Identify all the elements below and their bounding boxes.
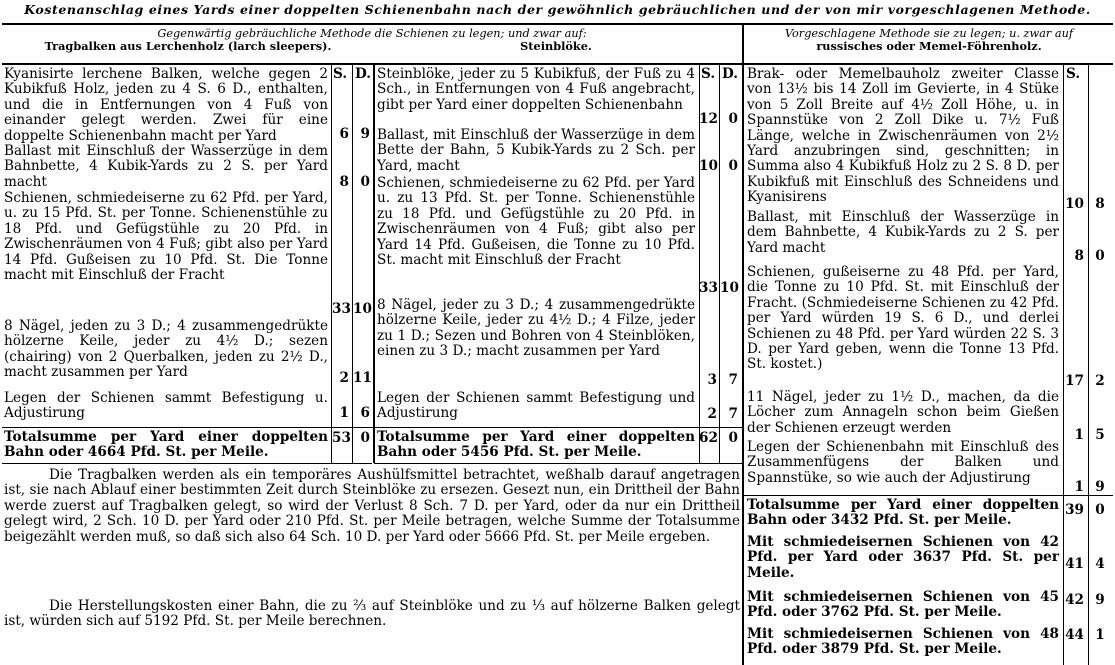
col1-total-d: 0: [360, 430, 370, 446]
col3-s-value: 10: [1065, 196, 1084, 212]
col1-s-value: 2: [339, 370, 349, 386]
col2-total-s: 62: [699, 430, 718, 446]
col3-d-value: 0: [1095, 248, 1105, 264]
col3-total-d: 9: [1095, 592, 1105, 608]
unit-col1-d: D.: [355, 66, 372, 82]
col1-d-value: 11: [353, 370, 372, 386]
col3-total: Mit schmiedeisernen Schienen von 42 Pfd. per Yard oder 3637 Pfd. St. per Meile.: [747, 534, 1059, 581]
col2-item: Steinblöke, jeder zu 5 Kubikfuß, der Fuß zu 4 Sch., in Entfernungen von 4 Fuß angebracht, gibt per Yard einer doppelten Schienenbahn: [377, 66, 695, 113]
header-col1-title: Tragbalken aus Lerchenholz (larch sleepers).: [44, 39, 332, 53]
col3-total-d: 1: [1095, 627, 1105, 643]
document-title: Kostenanschlag eines Yards einer doppelten Schienenbahn nach der gewöhnlich gebräuchlichen und der von mir vorgeschlagenen Methode.: [24, 2, 1091, 17]
col1-s-value: 1: [339, 405, 349, 421]
col1-s-value: 8: [339, 174, 349, 190]
col3-d-value: 9: [1095, 479, 1105, 495]
col2-d-value: 10: [720, 280, 739, 296]
col1-total-s: 53: [332, 430, 351, 446]
col2-d-value: 0: [728, 111, 738, 127]
note-paragraph: Die Tragbalken werden als ein temporäres Aushülfsmittel betrachtet, weßhalb darauf angetragen ist, sie nach Ablauf einer bestimmten Zeit durch Steinblöke zu ersezen. Gesezt nun, ein Drittheil der Bahn werde zuerst auf Tragbalken gelegt, so wird der Verlust 8 Sch. 7 D. per Yard, oder da nur ein Drittheil gelegt wird, 2 Sch. 10 D. per Yard oder 210 Pfd. St. per Meile betragen, welche Summe der Totalsumme beigezählt werden muß, so daß sich also 64 Sch. 10 D. per Yard oder 5666 Pfd. St. per Meile ergeben.: [4, 467, 740, 545]
col3-item: Legen der Schienenbahn mit Einschluß des Zusammenfügens der Balken und Spannstüke, so wie auch der Adjustirung: [747, 439, 1059, 486]
col2-d-value: 7: [728, 406, 738, 422]
col2-item: Legen der Schienen sammt Befestigung und Adjustirung: [377, 390, 695, 422]
col3-total-s: 41: [1065, 556, 1084, 572]
col3-s-value: 1: [1074, 427, 1084, 443]
col1-item: 8 Nägel, jeden zu 3 D.; 4 zusammengedrükte hölzerne Keile, jeder zu 4½ D.; sezen (chairing) von 2 Querbalken, jeden zu 2½ D., macht zusammen per Yard: [4, 318, 328, 381]
col2-s-value: 2: [707, 406, 717, 422]
col3-d-value: 2: [1095, 373, 1105, 389]
col2-s-value: 12: [699, 111, 718, 127]
col3-total-s: 39: [1065, 502, 1084, 518]
unit-col2-s: S.: [701, 66, 716, 82]
rule-col2-bottom: [374, 463, 742, 464]
col3-item: 11 Nägel, jeder zu 1½ D., machen, da die Löcher zum Annageln schon beim Gießen der Schienen erzeugt werden: [747, 389, 1059, 436]
col3-total-s: 44: [1065, 627, 1084, 643]
col1-s-value: 33: [332, 301, 351, 317]
header-left: [4, 27, 740, 53]
unit-col3-s: S.: [1066, 66, 1081, 82]
col3-d-value: 5: [1095, 427, 1105, 443]
col3-item: Schienen, gußeiserne zu 48 Pfd. per Yard, die Tonne zu 10 Pfd. St. mit Einschluß der Fracht. (Schmiedeiserne Schienen zu 42 Pfd. per Yard würden 19 S. 6 D., und derlei Schienen zu 48 Pfd. per Yard würden 22 S. 3 D. per Yard geben, wenn die Tonne 13 Pfd. St. kostet.): [747, 264, 1059, 373]
col1-item: Legen der Schienen sammt Befestigung u. Adjustirung: [4, 390, 328, 422]
rule-col3-total: [744, 495, 1113, 496]
note-paragraph: Die Herstellungskosten einer Bahn, die zu ⅔ auf Steinblöke und zu ⅓ auf hölzerne Balken gelegt ist, würden sich auf 5192 Pfd. St. per Meile berechnen.: [4, 598, 740, 630]
col2-s-value: 10: [699, 158, 718, 174]
header-col3-subtitle: Vorgeschlagene Methode sie zu legen; u. zwar auf: [784, 27, 1074, 40]
col3-s-value: 17: [1065, 373, 1084, 389]
unit-col1-s: S.: [333, 66, 348, 82]
rule-title: [2, 23, 1113, 25]
col2-item: Schienen, schmiedeiserne zu 62 Pfd. per Yard u. zu 13 Pfd. St. per Tonne. Schienenstühle zu 18 Pfd. und Gefügstühle zu 20 Pfd. in Zwischenräumen von 4 Fuß; gibt also per Yard 14 Pfd. Gußeisen, die Tonne zu 10 Pfd. St. macht mit Einschluß der Fracht: [377, 175, 695, 269]
col3-total-d: 0: [1095, 502, 1105, 518]
col2-s-value: 3: [707, 372, 717, 388]
col3-total: Totalsumme per Yard einer doppelten Bahn oder 3432 Pfd. St. per Meile.: [747, 497, 1059, 529]
col3-item: Ballast, mit Einschluß der Wasserzüge in dem Bahnbette, 4 Kubik-Yards zu 2 S. per Yard macht: [747, 209, 1059, 256]
col1-d-value: 9: [360, 126, 370, 142]
header-col2-title: Steinblöke.: [520, 39, 592, 53]
col2-item: Ballast, mit Einschluß der Wasserzüge in dem Bette der Bahn, 5 Kubik-Yards zu 2 Sch. per Yard, macht: [377, 127, 695, 174]
col1-d-value: 0: [360, 174, 370, 190]
rule-v-col3-d: [1088, 65, 1089, 665]
col3-total-s: 42: [1065, 592, 1084, 608]
col2-d-value: 0: [728, 158, 738, 174]
col3-s-value: 8: [1074, 248, 1084, 264]
col1-item: Schienen, schmiedeiserne zu 62 Pfd. per Yard, u. zu 15 Pfd. St. per Tonne. Schienenstühle zu 18 Pfd. und Gefügstühle zu 20 Pfd. in Zwischenräumen von 4 Fuß; gibt also per Yard 14 Pfd. Gußeisen zu 10 Pfd. St. Die Tonne macht mit Einschluß der Fracht: [4, 190, 328, 284]
col3-s-value: 1: [1074, 479, 1084, 495]
header-col3-title: russisches oder Memel-Föhrenholz.: [816, 39, 1042, 53]
header-right: [746, 27, 1112, 53]
col1-total: Totalsumme per Yard einer doppelten Bahn oder 4664 Pfd. St. per Meile.: [4, 429, 328, 461]
col2-d-value: 7: [728, 372, 738, 388]
unit-col2-d: D.: [722, 66, 739, 82]
rule-v-col1-d: [352, 65, 353, 463]
rule-v-col1-end: [373, 65, 375, 463]
col3-total: Mit schmiedeisernen Schienen von 48 Pfd. oder 3879 Pfd. St. per Meile.: [747, 626, 1059, 658]
col1-d-value: 10: [353, 301, 372, 317]
col1-d-value: 6: [360, 405, 370, 421]
col3-total: Mit schmiedeisernen Schienen von 45 Pfd. oder 3762 Pfd. St. per Meile.: [747, 589, 1059, 621]
rule-v-col3-s: [1063, 65, 1064, 665]
rule-col1-bottom: [2, 463, 372, 464]
col1-item: Ballast mit Einschluß der Wasserzüge in dem Bahnbette, 4 Kubik-Yards zu 2 S. per Yard macht: [4, 143, 328, 190]
col2-item: 8 Nägel, jeder zu 3 D.; 4 zusammengedrükte hölzerne Keile, jeder zu 4½ D.; 4 Filze, jeder zu 1 D.; Sezen und Bohren von 4 Steinblöken, einen zu 3 D.; macht zusammen per Yard: [377, 297, 695, 360]
rule-col2-total: [374, 427, 744, 428]
col1-s-value: 6: [339, 126, 349, 142]
header-left-subtitle: Gegenwärtig gebräuchliche Methode die Schienen zu legen; und zwar auf:: [157, 27, 587, 40]
rule-v-col1-s: [331, 65, 332, 463]
col2-total: Totalsumme per Yard einer doppelten Bahn oder 5456 Pfd. St. per Meile.: [377, 429, 695, 461]
rule-v-col2-end: [742, 25, 744, 665]
rule-col1-total: [2, 427, 374, 428]
col3-item: Brak- oder Memelbauholz zweiter Classe von 13½ bis 14 Zoll im Gevierte, in 4 Stüke von 5 Zoll Breite auf 4½ Zoll Höhe, u. in Spannstüke von 2 Zoll Dike u. 7½ Fuß Länge, welche in Zwischenräumen von 2½ Yard anzubringen sind, geschnitten; in Summa also 4 Kubikfuß Holz zu 2 S. 8 D. per Kubikfuß mit Einschluß des Schneidens und Kyanisirens: [747, 66, 1059, 206]
col2-total-d: 0: [728, 430, 738, 446]
col3-total-d: 4: [1095, 556, 1105, 572]
col3-d-value: 8: [1095, 196, 1105, 212]
col1-item: Kyanisirte lerchene Balken, welche gegen 2 Kubikfuß Holz, jeden zu 4 S. 6 D., enthalten, und die in Entfernungen von 4 Fuß von einander gelegt werden. Zwei für eine doppelte Schienenbahn macht per Yard: [4, 66, 328, 144]
rule-header: [2, 63, 1113, 65]
col2-s-value: 33: [699, 280, 718, 296]
